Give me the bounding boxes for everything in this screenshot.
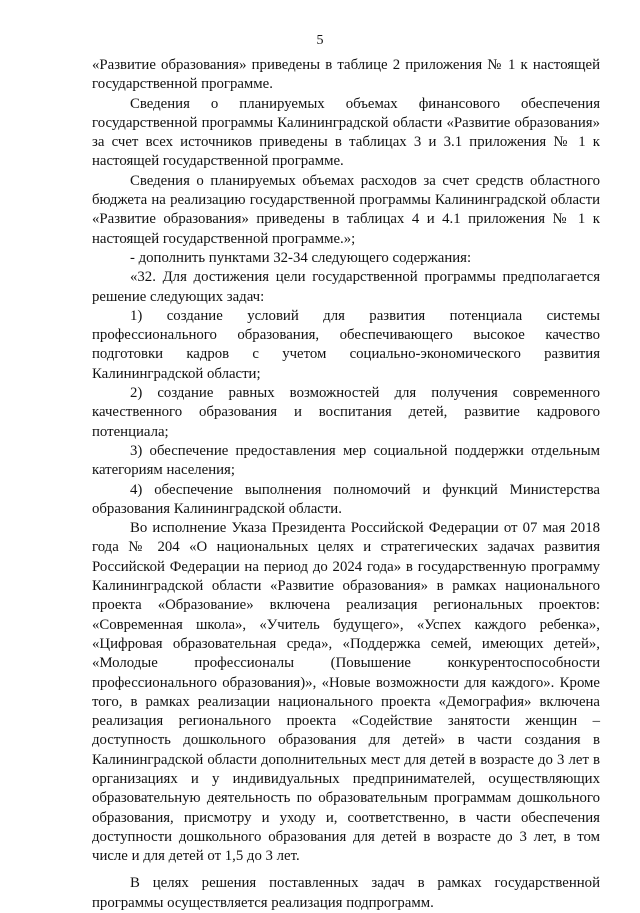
paragraph-item-32: «32. Для достижения цели государственной программы предполагается решение следующих задач: [92,269,600,305]
paragraph-national-projects: Во исполнение Указа Президента Российской Федерации от 07 мая 2018 года № 204 «О национальных целях и стратегических задачах развития Российской Федерации на период до 2024 года» в государственную программу Калининградской области «Развитие образования» в рамках национального проекта «Образование» включена реализация региональных проектов: «Современная школа», «Учитель будущего», «Успех каждого ребенка», «Цифровая образовательная среда», «Поддержка семей, имеющих детей», «Молодые профессионалы (Повышение конкурентоспособности профессионального образования)», «Новые возможности для каждого». Кроме того, в рамках реализации национального проекта «Демография» включена реализация регионального проекта «Содействие занятости женщин – доступность дошкольного образования для детей» в части создания в Калининградской области дополнительных мест для детей в возрасте до 3 лет в организациях и у индивидуальных предпринимателей, осуществляющих образовательную деятельность по образовательным программам дошкольного образования, присмотру и уходу и, соответственно, в части обеспечения доступности дошкольного образования для детей в возрасте до 3 лет, в том числе и для детей от 1,5 до 3 лет. [92,520,600,865]
paragraph-amendment-intro: - дополнить пунктами 32-34 следующего содержания: [130,249,472,266]
paragraph-subprograms: В целях решения поставленных задач в рамках государственной программы осуществляется реализация подпрограмм. [92,875,600,911]
task-item-2: 2) создание равных возможностей для получения современного качественного образования и воспитания детей, развитие кадрового потенциала; [92,385,600,440]
page-number: 5 [316,33,324,48]
task-item-1: 1) создание условий для развития потенциала системы профессионального образования, обеспечивающего высокое качество подготовки кадров с учетом социально-экономического развития Калининградской области; [92,307,600,382]
document-body [92,56,600,913]
task-item-3: 3) обеспечение предоставления мер социальной поддержки отдельным категориям населения; [92,442,600,479]
paragraph-table2-reference: «Развитие образования» приведены в таблице 2 приложения № 1 к настоящей государственной программе. [92,57,600,93]
paragraph-budget-expenses: Сведения о планируемых объемах расходов за счет средств областного бюджета на реализацию государственной программы Калининградской области «Развитие образования» приведены в таблицах 4 и 4.1 приложения № 1 к настоящей государственной программе.»; [92,172,600,247]
paragraph-financing-info: Сведения о планируемых объемах финансового обеспечения государственной программы Калининградской области «Развитие образования» за счет всех источников приведены в таблицах 3 и 3.1 приложения № 1 к настоящей государственной программе. [92,95,600,170]
task-item-4: 4) обеспечение выполнения полномочий и функций Министерства образования Калининградской области. [92,481,600,517]
